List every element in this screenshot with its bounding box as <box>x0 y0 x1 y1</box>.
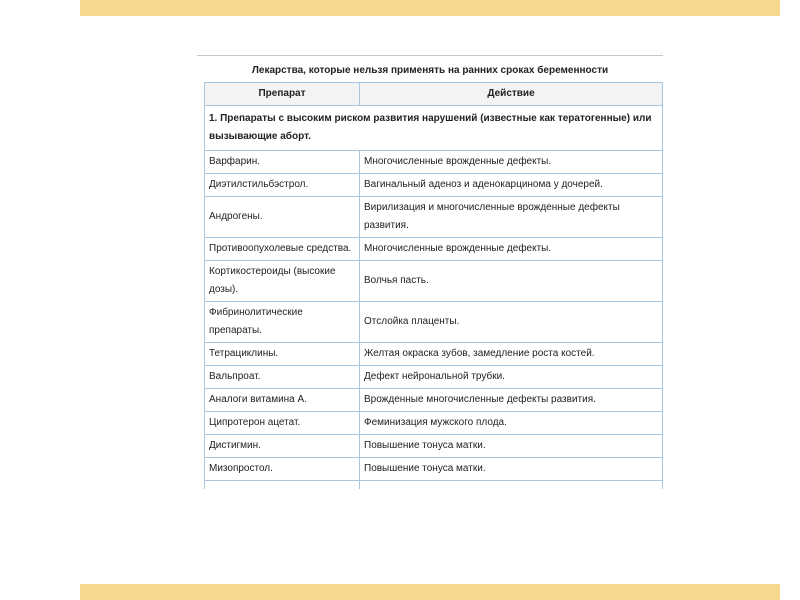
table-row <box>205 261 663 302</box>
table-row <box>205 174 663 197</box>
action-cell: Многочисленные врожденные дефекты. <box>360 151 663 174</box>
table-row <box>205 366 663 389</box>
truncated-cell <box>360 481 663 490</box>
table-title: Лекарства, которые нельзя применять на ранних сроках беременности <box>251 65 609 76</box>
table-row <box>205 435 663 458</box>
action-cell: Повышение тонуса матки. <box>360 435 663 458</box>
table-row <box>205 197 663 238</box>
action-cell: Желтая окраска зубов, замедление роста костей. <box>360 343 663 366</box>
table-row <box>205 302 663 343</box>
truncated-row <box>205 481 663 490</box>
action-cell: Вагинальный аденоз и аденокарцинома у дочерей. <box>360 174 663 197</box>
top-accent-band <box>80 0 780 16</box>
drug-cell: Кортикостероиды (высокие дозы). <box>205 261 360 302</box>
header-action: Действие <box>360 83 663 106</box>
drug-cell: Тетрациклины. <box>205 343 360 366</box>
drug-cell: Фибринолитические препараты. <box>205 302 360 343</box>
drug-cell: Аналоги витамина А. <box>205 389 360 412</box>
drugs-table <box>204 82 663 489</box>
drug-cell: Вальпроат. <box>205 366 360 389</box>
truncated-cell <box>205 481 360 490</box>
action-cell: Феминизация мужского плода. <box>360 412 663 435</box>
document-excerpt <box>197 55 663 489</box>
action-cell: Врожденные многочисленные дефекты развития. <box>360 389 663 412</box>
drug-cell: Варфарин. <box>205 151 360 174</box>
header-row <box>205 83 663 106</box>
action-cell: Волчья пасть. <box>360 261 663 302</box>
action-cell: Повышение тонуса матки. <box>360 458 663 481</box>
header-drug: Препарат <box>205 83 360 106</box>
table-row <box>205 238 663 261</box>
action-cell: Вирилизация и многочисленные врожденные дефекты развития. <box>360 197 663 238</box>
drug-cell: Андрогены. <box>205 197 360 238</box>
group-row <box>205 106 663 151</box>
table-row <box>205 389 663 412</box>
action-cell: Дефект нейрональной трубки. <box>360 366 663 389</box>
bottom-accent-band <box>80 584 780 600</box>
drug-cell: Диэтилстильбэстрол. <box>205 174 360 197</box>
drug-cell: Противоопухолевые средства. <box>205 238 360 261</box>
table-row <box>205 458 663 481</box>
drug-cell: Ципротерон ацетат. <box>205 412 360 435</box>
action-cell: Многочисленные врожденные дефекты. <box>360 238 663 261</box>
table-row <box>205 151 663 174</box>
table-row <box>205 412 663 435</box>
action-cell: Отслойка плаценты. <box>360 302 663 343</box>
group-heading: 1. Препараты с высоким риском развития нарушений (известные как тератогенные) или вызывающие аборт. <box>205 106 663 151</box>
drug-cell: Дистигмин. <box>205 435 360 458</box>
table-row <box>205 343 663 366</box>
drug-cell: Мизопростол. <box>205 458 360 481</box>
